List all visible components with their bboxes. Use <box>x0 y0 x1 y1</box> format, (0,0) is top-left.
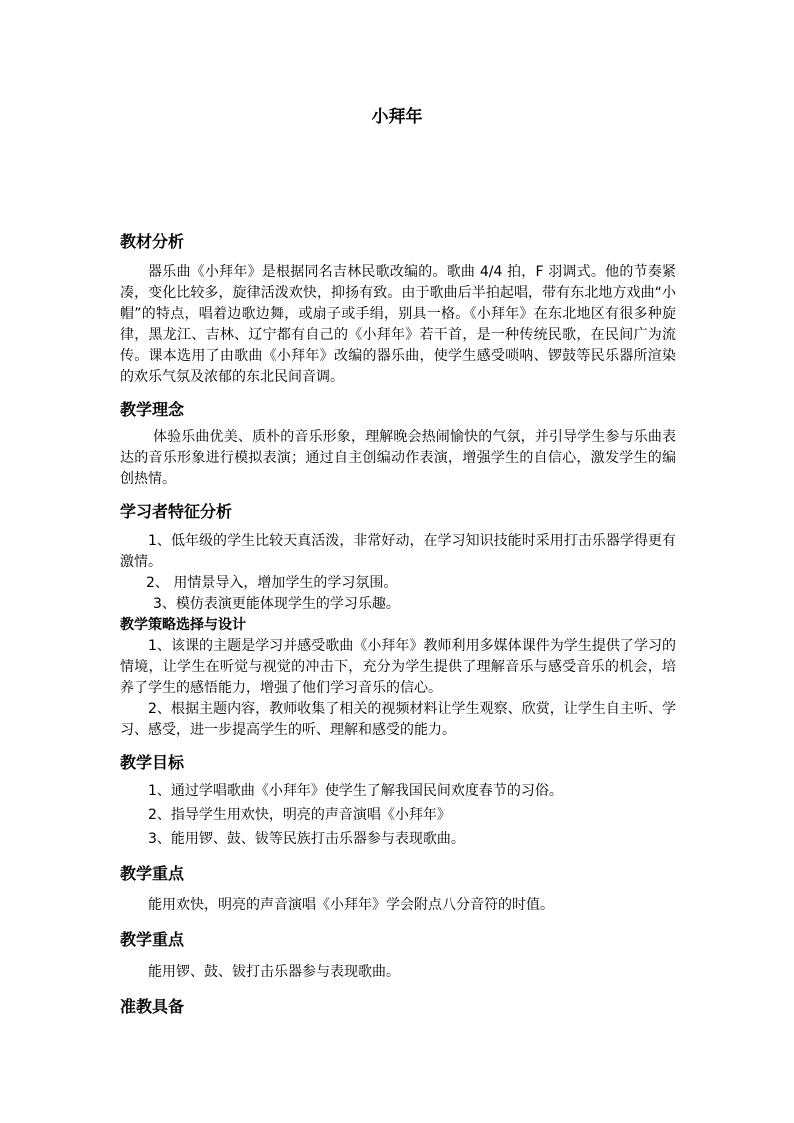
section-paragraph: 体验乐曲优美、质朴的音乐形象，理解晚会热闹愉快的气氛，并引导学生参与乐曲表达的音乐形象进行模拟表演；通过自主创编动作表演，增强学生的自信心，激发学生的编创热情。 <box>120 429 676 487</box>
section-heading: 教学理念 <box>120 400 185 419</box>
section-heading: 教学策略选择与设计 <box>120 617 246 633</box>
document-title: 小拜年 <box>371 107 423 127</box>
list-item: 2、根据主题内容，教师收集了相关的视频材料让学生观察、欣赏，让学生自主听、学习、感受，进一步提高学生的听、理解和感受的能力。 <box>120 701 676 738</box>
section-teaching-strategy <box>120 615 676 741</box>
list-item: 2、指导学生用欢快，明亮的声音演唱《小拜年》 <box>148 807 451 823</box>
section-teaching-key-2 <box>120 928 676 983</box>
section-learner-analysis <box>120 500 676 615</box>
section-heading: 教学目标 <box>120 753 185 772</box>
list-item: 1、通过学唱歌曲《小拜年》使学生了解我国民间欢度春节的习俗。 <box>148 783 563 799</box>
list-item: 1、低年级的学生比较天真活泼，非常好动，在学习知识技能时采用打击乐器学得更有激情。 <box>120 533 676 570</box>
list-item: 3、模仿表演更能体现学生的学习乐趣。 <box>153 596 400 612</box>
list-item: 2、 用情景导入，增加学生的学习氛围。 <box>146 575 398 591</box>
section-paragraph: 能用锣、鼓、钹打击乐器参与表现歌曲。 <box>148 964 400 980</box>
section-heading: 准教具备 <box>120 997 185 1016</box>
document-body <box>120 230 676 1019</box>
section-paragraph: 器乐曲《小拜年》是根据同名吉林民歌改编的。歌曲 4/4 拍，F 羽调式。他的节奏紧凑，变化比较多，旋律活泼欢快，抑扬有致。由于歌曲后半拍起唱，带有东北地方戏曲“小帽”的特点，唱着边歌边舞，或扇子或手绢，别具一格。《小拜年》在东北地区有很多种旋律，黑龙江、吉林、辽宁都有自己的《小拜年》若干首，是一种传统民歌，在民间广为流传。课本选用了由歌曲《小拜年》改编的器乐曲，使学生感受唢呐、锣鼓等民乐器所渲染的欢乐气氛及浓郁的东北民间音调。 <box>120 264 676 385</box>
section-heading: 学习者特征分析 <box>120 502 233 521</box>
section-teaching-key-1 <box>120 862 676 916</box>
list-item: 1、该课的主题是学习并感受歌曲《小拜年》教师利用多媒体课件为学生提供了学习的情境，让学生在听觉与视觉的冲击下，充分为学生提供了理解音乐与感受音乐的机会，培养了学生的感悟能力，增强了他们学习音乐的信心。 <box>120 638 676 696</box>
section-paragraph: 能用欢快，明亮的声音演唱《小拜年》学会附点八分音符的时值。 <box>148 897 554 913</box>
section-teaching-concept <box>120 398 676 490</box>
section-material-analysis <box>120 230 676 388</box>
section-teaching-goals <box>120 751 676 850</box>
section-heading: 教材分析 <box>120 232 185 251</box>
section-heading: 教学重点 <box>120 930 185 949</box>
section-teaching-aids <box>120 995 676 1019</box>
list-item: 3、能用锣、鼓、钹等民族打击乐器参与表现歌曲。 <box>148 831 465 847</box>
section-heading: 教学重点 <box>120 864 185 883</box>
